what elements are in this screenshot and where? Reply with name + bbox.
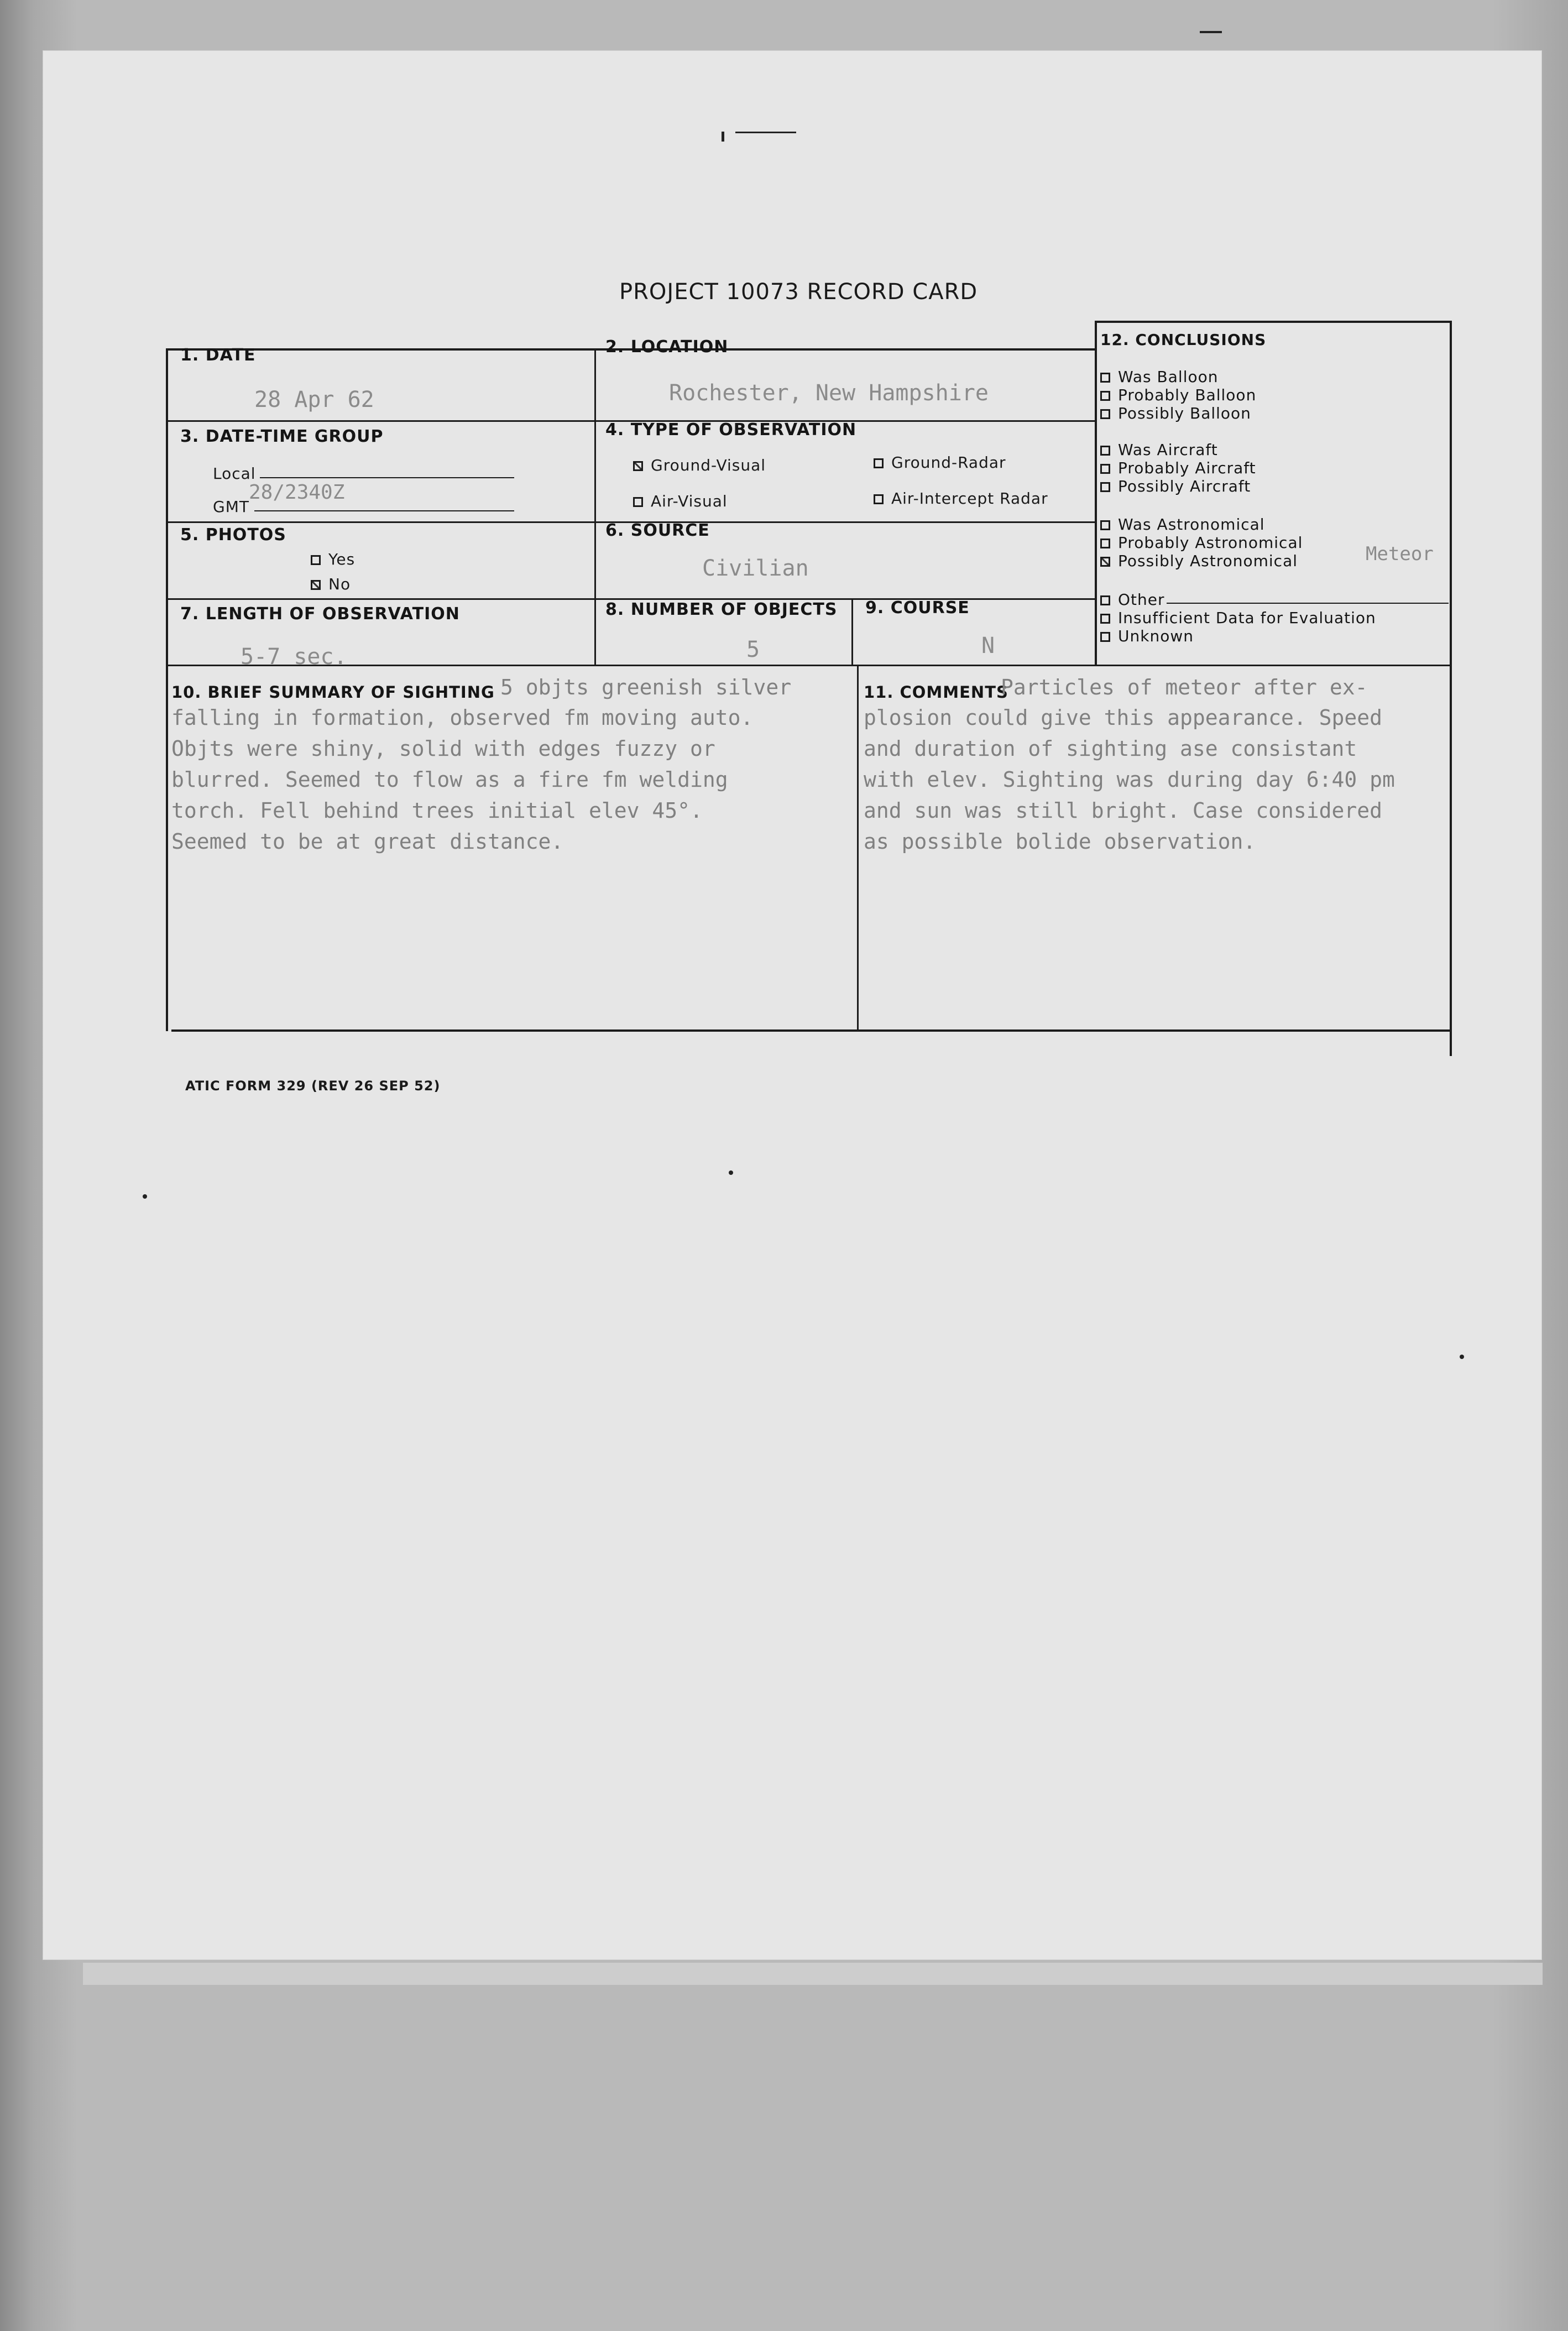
ground-visual-label: Ground-Visual [651, 456, 766, 474]
scan-mark [1200, 31, 1222, 33]
checkbox-possibly-astronomical[interactable] [1100, 557, 1110, 567]
comments-line-3: and duration of sighting ase consistant [864, 736, 1357, 761]
concl-probably-aircraft[interactable] [1100, 459, 1256, 477]
source-value: Civilian [702, 556, 809, 581]
concl-label: Was Aircraft [1118, 441, 1218, 459]
date-label: 1. DATE [180, 346, 256, 365]
concl-possibly-aircraft[interactable] [1100, 477, 1251, 495]
course-label: 9. COURSE [865, 598, 970, 618]
other-line [1167, 603, 1449, 604]
photos-no-label: No [328, 575, 351, 593]
scan-speck [729, 1170, 733, 1175]
photos-yes[interactable] [311, 550, 355, 568]
local-line [260, 477, 514, 478]
gmt-value: 28/2340Z [249, 481, 345, 504]
option-air-visual[interactable] [633, 492, 728, 510]
concl-label: Unknown [1118, 627, 1194, 645]
local-label: Local [213, 464, 256, 483]
objects-label: 8. NUMBER OF OBJECTS [605, 600, 838, 619]
comments-line-4: with elev. Sighting was during day 6:40 pm [864, 767, 1395, 792]
concl-other[interactable] [1100, 590, 1165, 609]
checkbox-possibly-aircraft[interactable] [1100, 482, 1110, 492]
col-divider-2 [851, 598, 853, 665]
divider-conclusions [1095, 321, 1097, 665]
scan-mark [722, 132, 724, 142]
checkbox-air-visual[interactable] [633, 497, 643, 507]
concl-probably-balloon[interactable] [1100, 386, 1256, 404]
concl-label: Insufficient Data for Evaluation [1118, 609, 1376, 627]
summary-line-3: Objts were shiny, solid with edges fuzzy or [171, 736, 715, 761]
option-air-intercept-radar[interactable] [874, 489, 1048, 508]
checkbox-probably-aircraft[interactable] [1100, 464, 1110, 474]
option-ground-radar[interactable] [874, 453, 1006, 472]
summary-line-4: blurred. Seemed to flow as a fire fm welding [171, 767, 728, 792]
comments-line-6: as possible bolide observation. [864, 829, 1256, 854]
checkbox-ground-visual[interactable] [633, 461, 643, 471]
concl-possibly-balloon[interactable] [1100, 404, 1251, 422]
row-divider-4 [166, 665, 1452, 666]
concl-label: Other [1118, 590, 1165, 609]
concl-possibly-astronomical[interactable] [1100, 552, 1298, 570]
concl-unknown[interactable] [1100, 627, 1194, 645]
col-divider-1 [594, 348, 596, 665]
concl-probably-astronomical[interactable] [1100, 534, 1303, 552]
concl-label: Possibly Balloon [1118, 404, 1251, 422]
checkbox-was-balloon[interactable] [1100, 373, 1110, 383]
summary-line-6: Seemed to be at great distance. [171, 829, 564, 854]
ground-radar-label: Ground-Radar [891, 453, 1006, 472]
border-left [166, 348, 168, 1031]
checkbox-photos-no[interactable] [311, 580, 321, 590]
concl-label: Probably Balloon [1118, 386, 1257, 404]
comments-line-1: Particles of meteor after ex- [1001, 675, 1368, 699]
air-intercept-radar-label: Air-Intercept Radar [891, 489, 1048, 508]
photos-label: 5. PHOTOS [180, 525, 286, 545]
location-value: Rochester, New Hampshire [669, 380, 989, 406]
comments-line-5: and sun was still bright. Case considered [864, 798, 1382, 823]
dtg-label: 3. DATE-TIME GROUP [180, 427, 384, 446]
course-value: N [981, 633, 995, 658]
summary-line-5: torch. Fell behind trees initial elev 45°. [171, 798, 703, 823]
page-edge-shadow [83, 1963, 1543, 1985]
border-top-right [1095, 321, 1451, 323]
length-label: 7. LENGTH OF OBSERVATION [180, 604, 460, 624]
photos-no[interactable] [311, 575, 351, 593]
border-right [1450, 321, 1452, 1056]
checkbox-probably-astronomical[interactable] [1100, 539, 1110, 548]
date-value: 28 Apr 62 [254, 387, 374, 412]
concl-label: Probably Aircraft [1118, 459, 1256, 477]
concl-was-astronomical[interactable] [1100, 515, 1265, 534]
concl-label: Possibly Aircraft [1118, 477, 1251, 495]
scan-mark [735, 132, 796, 133]
source-label: 6. SOURCE [605, 521, 710, 540]
observation-type-label: 4. TYPE OF OBSERVATION [605, 420, 857, 440]
objects-value: 5 [746, 637, 760, 662]
concl-insufficient-data[interactable] [1100, 609, 1376, 627]
option-ground-visual[interactable] [633, 456, 766, 474]
record-card [166, 321, 1454, 1059]
checkbox-was-aircraft[interactable] [1100, 446, 1110, 456]
checkbox-ground-radar[interactable] [874, 458, 884, 468]
border-bottom [171, 1029, 1452, 1032]
conclusion-annotation: Meteor [1366, 543, 1434, 565]
air-visual-label: Air-Visual [651, 492, 728, 510]
concl-label: Probably Astronomical [1118, 534, 1303, 552]
checkbox-air-intercept-radar[interactable] [874, 494, 884, 504]
length-value: 5-7 sec. [241, 644, 347, 670]
checkbox-possibly-balloon[interactable] [1100, 409, 1110, 419]
scan-speck [1460, 1355, 1464, 1359]
card-title: PROJECT 10073 RECORD CARD [619, 279, 978, 305]
checkbox-was-astronomical[interactable] [1100, 520, 1110, 530]
form-number: ATIC FORM 329 (REV 26 SEP 52) [185, 1078, 441, 1094]
location-label: 2. LOCATION [605, 337, 729, 357]
checkbox-insufficient-data[interactable] [1100, 614, 1110, 624]
conclusions-label: 12. CONCLUSIONS [1100, 331, 1267, 349]
checkbox-other[interactable] [1100, 595, 1110, 605]
gmt-label: GMT [213, 498, 249, 516]
comments-label: 11. COMMENTS [864, 683, 1008, 702]
concl-label: Possibly Astronomical [1118, 552, 1298, 570]
col-divider-summary [857, 665, 859, 1031]
summary-line-2: falling in formation, observed fm moving auto. [171, 705, 754, 730]
checkbox-photos-yes[interactable] [311, 555, 321, 565]
checkbox-unknown[interactable] [1100, 632, 1110, 642]
concl-label: Was Astronomical [1118, 515, 1265, 534]
photos-yes-label: Yes [328, 550, 356, 568]
checkbox-probably-balloon[interactable] [1100, 391, 1110, 401]
concl-was-aircraft[interactable] [1100, 441, 1218, 459]
gmt-line [254, 510, 514, 511]
concl-label: Was Balloon [1118, 368, 1219, 386]
summary-label: 10. BRIEF SUMMARY OF SIGHTING [171, 683, 495, 702]
concl-was-balloon[interactable] [1100, 368, 1218, 386]
comments-line-2: plosion could give this appearance. Speed [864, 705, 1382, 730]
summary-line-1: 5 objts greenish silver [500, 675, 792, 699]
scan-speck [143, 1194, 147, 1199]
